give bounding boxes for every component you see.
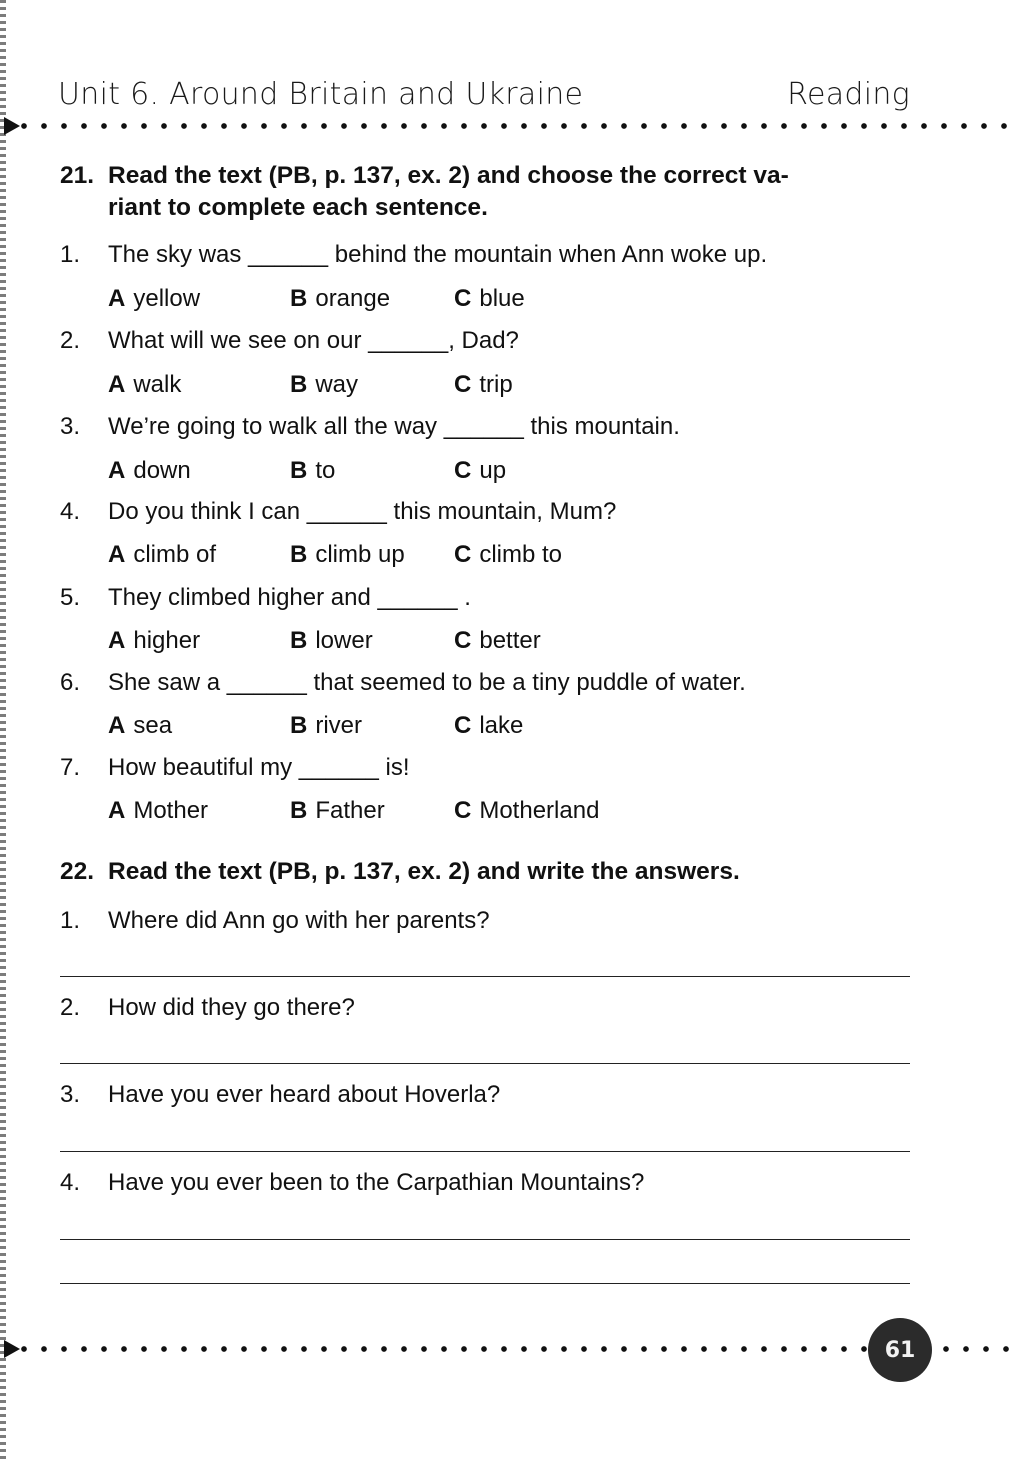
exercise-instruction: Read the text (PB, p. 137, ex. 2) and choose the correct va- — [108, 162, 789, 189]
question-number: 7. — [60, 754, 81, 781]
question-text: They climbed higher and ______ . — [108, 584, 471, 611]
question-number: 4. — [60, 1169, 81, 1196]
exercise-number: 22. — [60, 858, 95, 885]
question-number: 2. — [60, 327, 81, 354]
dotted-divider — [936, 1345, 1012, 1353]
page-number-badge — [868, 1318, 932, 1382]
option-c[interactable]: C trip — [454, 371, 513, 398]
question-item — [60, 412, 940, 442]
exercise-number: 21. — [60, 162, 95, 189]
question-item — [60, 753, 940, 783]
option-b[interactable]: B to — [290, 457, 336, 484]
option-b[interactable]: B river — [290, 712, 363, 739]
option-b[interactable]: B orange — [290, 285, 391, 312]
question-text: Have you ever heard about Hoverla? — [108, 1081, 501, 1108]
option-a[interactable]: A walk — [108, 371, 182, 398]
question-number: 6. — [60, 669, 81, 696]
question-number: 3. — [60, 413, 81, 440]
page-header — [58, 68, 910, 112]
option-b[interactable]: B way — [290, 371, 359, 398]
answer-line[interactable] — [60, 1063, 910, 1064]
question-item — [60, 668, 940, 698]
option-c[interactable]: C Motherland — [454, 797, 600, 824]
question-item — [60, 583, 940, 613]
question-item — [60, 240, 940, 270]
option-a[interactable]: A higher — [108, 627, 201, 654]
option-c[interactable]: C better — [454, 627, 541, 654]
answer-line[interactable] — [60, 1151, 910, 1152]
question-item — [60, 497, 940, 527]
option-b[interactable]: B climb up — [290, 541, 405, 568]
question-item — [60, 993, 940, 1023]
option-a[interactable]: A sea — [108, 712, 173, 739]
question-text: She saw a ______ that seemed to be a tiny puddle of water. — [108, 669, 746, 696]
exercise-instruction: Read the text (PB, p. 137, ex. 2) and write the answers. — [108, 858, 740, 885]
question-item — [60, 906, 940, 936]
dotted-divider — [14, 122, 1012, 130]
question-number: 2. — [60, 994, 81, 1021]
scan-edge-marks — [0, 0, 6, 1462]
question-text: The sky was ______ behind the mountain when Ann woke up. — [108, 241, 768, 268]
question-item — [60, 1168, 940, 1198]
answer-line[interactable] — [60, 1239, 910, 1240]
question-number: 4. — [60, 498, 81, 525]
option-b[interactable]: B lower — [290, 627, 373, 654]
page-number: 61 — [884, 1337, 916, 1363]
exercise-22-title — [60, 856, 920, 888]
exercise-instruction-cont: riant to complete each sentence. — [108, 194, 488, 221]
question-text: Do you think I can ______ this mountain, Mum? — [108, 498, 617, 525]
option-c[interactable]: C blue — [454, 285, 525, 312]
question-text: Where did Ann go with her parents? — [108, 907, 490, 934]
option-a[interactable]: A Mother — [108, 797, 209, 824]
question-number: 1. — [60, 241, 81, 268]
option-a[interactable]: A yellow — [108, 285, 201, 312]
section-title: Reading — [787, 77, 910, 112]
question-text: Have you ever been to the Carpathian Mountains? — [108, 1169, 645, 1196]
question-item — [60, 326, 940, 356]
option-c[interactable]: C up — [454, 457, 507, 484]
question-text: How did they go there? — [108, 994, 355, 1021]
answer-line[interactable] — [60, 976, 910, 977]
dotted-divider — [14, 1345, 870, 1353]
question-text: What will we see on our ______, Dad? — [108, 327, 519, 354]
option-c[interactable]: C lake — [454, 712, 524, 739]
question-item — [60, 1080, 940, 1110]
exercise-21-title — [60, 160, 920, 224]
option-a[interactable]: A down — [108, 457, 191, 484]
question-number: 3. — [60, 1081, 81, 1108]
unit-title: Unit 6. Around Britain and Ukraine — [58, 77, 584, 112]
question-number: 5. — [60, 584, 81, 611]
option-a[interactable]: A climb of — [108, 541, 217, 568]
question-text: How beautiful my ______ is! — [108, 754, 410, 781]
question-number: 1. — [60, 907, 81, 934]
option-b[interactable]: B Father — [290, 797, 385, 824]
answer-line[interactable] — [60, 1283, 910, 1284]
option-c[interactable]: C climb to — [454, 541, 563, 568]
question-text: We’re going to walk all the way ______ this mountain. — [108, 413, 680, 440]
